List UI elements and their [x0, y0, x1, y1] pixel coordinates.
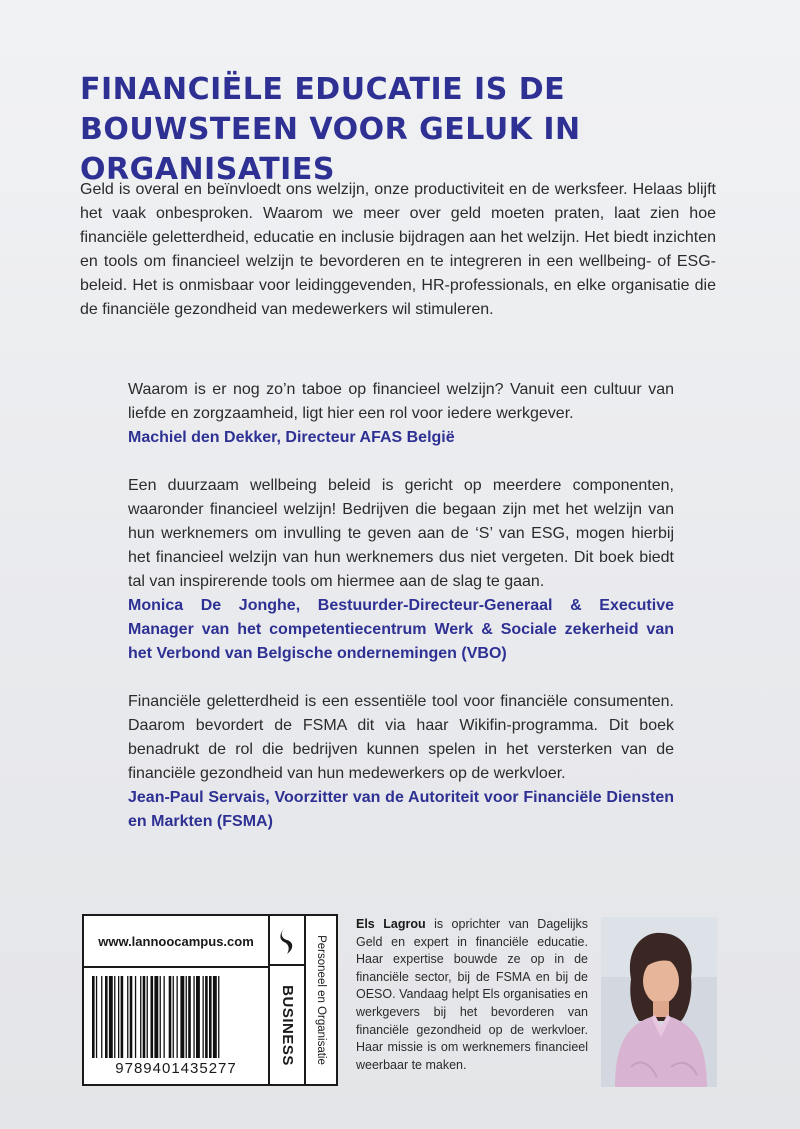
series-cell [304, 916, 336, 1084]
testimonial-text: Financiële geletterdheid is een essentiële tool voor financiële consumenten. Daarom bevordert de FSMA dit via haar Wikifin-programma. Dit boek benadrukt de rol die bedrijven kunnen spelen in het versterken van de financiële gezondheid van hun medewerkers op de werkvloer. [128, 693, 674, 782]
category-cell [268, 966, 304, 1084]
testimonial-author: Machiel den Dekker, Directeur AFAS België [128, 429, 455, 446]
author-portrait-image [601, 917, 717, 1087]
barcode-icon [92, 976, 260, 1058]
isbn-number: 9789401435277 [115, 1060, 237, 1077]
testimonial-author: Jean-Paul Servais, Voorzitter van de Autoriteit voor Financiële Diensten en Markten (FSMA) [128, 789, 674, 830]
testimonial [128, 474, 674, 666]
testimonials [128, 378, 674, 858]
series-label: Personeel en Organisatie [315, 935, 327, 1065]
testimonial [128, 378, 674, 450]
barcode-area [84, 968, 268, 1084]
publisher-logo-icon [276, 925, 298, 955]
testimonial-text: Een duurzaam wellbeing beleid is gericht op meerdere componenten, waaronder financieel welzijn! Bedrijven die begaan zijn met het welzijn van hun werknemers om invulling te geven aan de ‘S’ van ESG, mogen hierbij het financieel welzijn van hun werknemers dus niet vergeten. Dit boek biedt tal van inspirerende tools om hiermee aan de slag te gaan. [128, 477, 674, 590]
author-name: Els Lagrou [356, 917, 426, 931]
publisher-url: www.lannoocampus.com [84, 916, 268, 968]
back-cover-title: FINANCIËLE EDUCATIE IS DE BOUWSTEEN VOOR GELUK IN ORGANISATIES [80, 72, 581, 187]
testimonial-text: Waarom is er nog zo’n taboe op financieel welzijn? Vanuit een cultuur van liefde en zorgzaamheid, ligt hier een rol voor iedere werkgever. [128, 381, 674, 422]
category-label: BUSINESS [278, 984, 296, 1066]
intro-paragraph: Geld is overal en beïnvloedt ons welzijn, onze productiviteit en de werksfeer. Helaas blijft het vaak onbesproken. Waarom we meer over geld moeten praten, laat zien hoe financiële geletterdheid, educatie en inclusie bijdragen aan het welzijn. Het biedt inzichten en tools om financieel welzijn te bevorderen en te integreren in een wellbeing- of ESG-beleid. Het is onmisbaar voor leidinggevenden, HR-professionals, en elke organisatie die de financiële gezondheid van medewerkers wil stimuleren. [80, 181, 716, 318]
author-bio [356, 916, 588, 1074]
author-photo [601, 917, 717, 1087]
isbn-box [82, 914, 338, 1086]
testimonial [128, 690, 674, 834]
publisher-logo-icon [268, 916, 304, 966]
testimonial-author: Monica De Jonghe, Bestuurder-Directeur-Generaal & Executive Manager van het competentiecentrum Werk & Sociale zekerheid van het Verbond van Belgische ondernemingen (VBO) [128, 597, 674, 662]
author-bio-text: is oprichter van Dagelijks Geld en expert in financiële educatie. Haar expertise bouwde ze op in de financiële sector, bij de FSMA en bij de OESO. Vandaag helpt Els organisaties en werkgevers bij het bevorderen van financiële gezondheid op de werkvloer. Haar missie is om werknemers financieel weerbaar te maken. [356, 917, 589, 1072]
